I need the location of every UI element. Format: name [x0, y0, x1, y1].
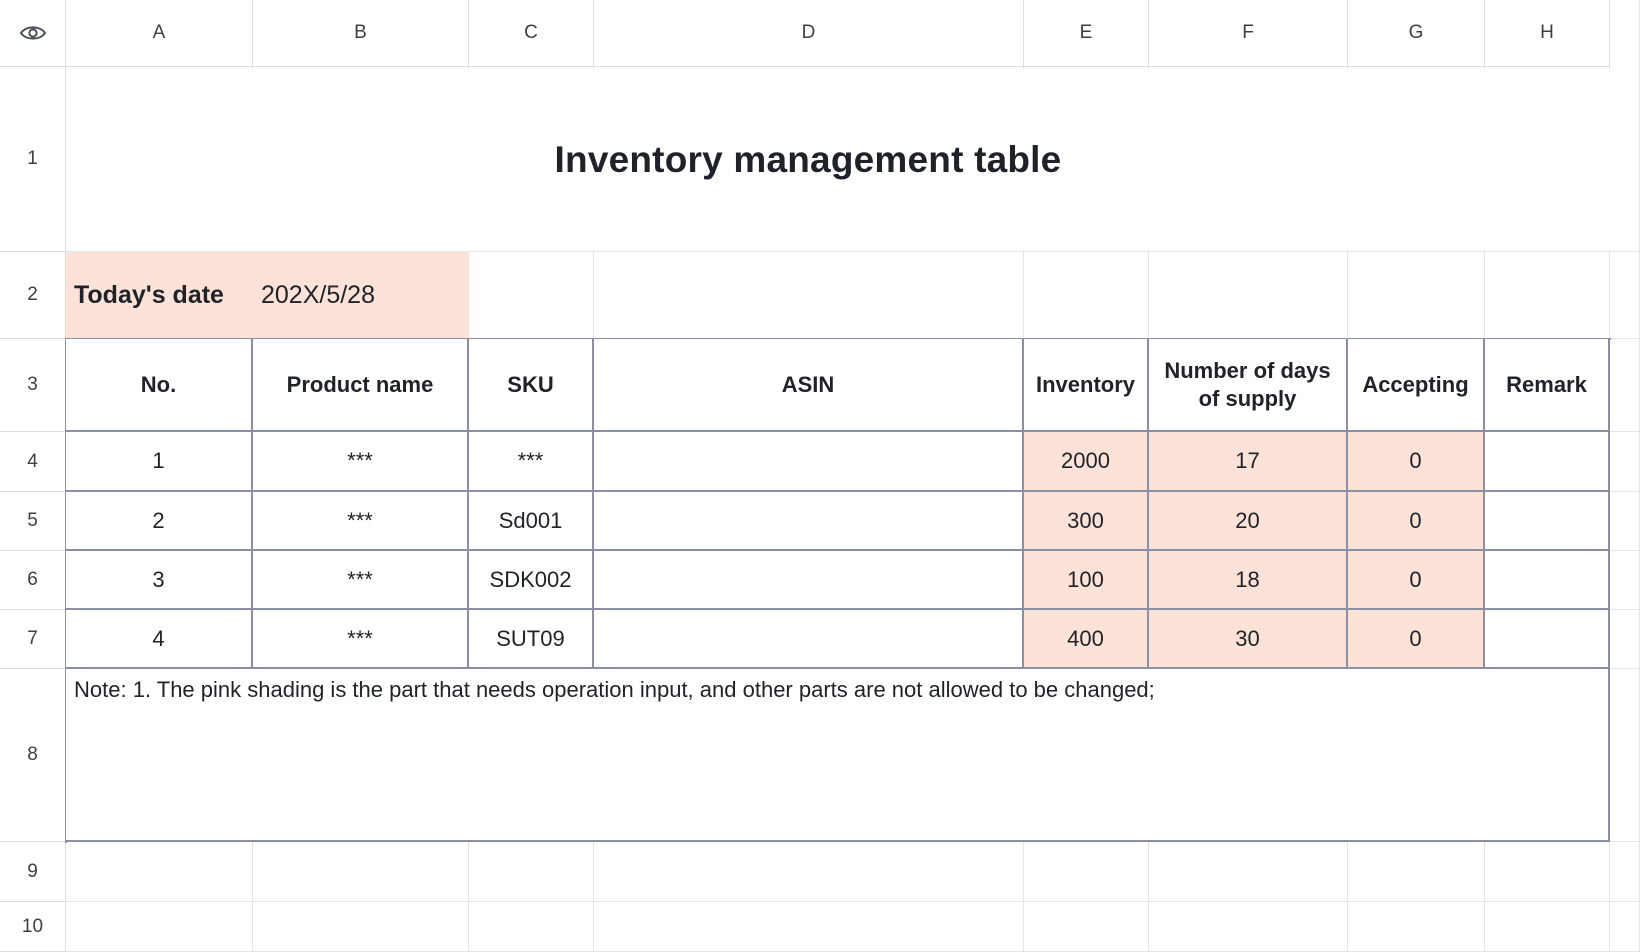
- select-all-corner[interactable]: [0, 0, 66, 67]
- row-header-8[interactable]: 8: [0, 669, 66, 842]
- cell-accepting[interactable]: 0: [1348, 432, 1485, 492]
- cell-no[interactable]: 1: [66, 432, 253, 492]
- sheet-title[interactable]: Inventory management table: [66, 69, 1610, 251]
- cell-inventory[interactable]: 400: [1024, 610, 1149, 669]
- empty-cell[interactable]: [469, 902, 593, 951]
- header-no[interactable]: No.: [66, 339, 253, 432]
- header-product-name[interactable]: Product name: [253, 339, 469, 432]
- cell-product-name[interactable]: ***: [253, 610, 469, 669]
- cell-no[interactable]: 4: [66, 610, 253, 669]
- cell-remark[interactable]: [1485, 610, 1610, 669]
- row-header-6[interactable]: 6: [0, 551, 66, 610]
- cell-sku[interactable]: SUT09: [469, 610, 594, 669]
- cell-days-of-supply[interactable]: 17: [1149, 432, 1348, 492]
- eye-icon[interactable]: [19, 24, 47, 42]
- cell-accepting[interactable]: 0: [1348, 551, 1485, 610]
- row-header-1[interactable]: 1: [0, 67, 66, 252]
- cell-inventory[interactable]: 300: [1024, 492, 1149, 551]
- cell-sku[interactable]: SDK002: [469, 551, 594, 610]
- cell-product-name[interactable]: ***: [253, 492, 469, 551]
- row-header-10[interactable]: 10: [0, 902, 66, 952]
- empty-cell[interactable]: [66, 902, 252, 951]
- cell-accepting[interactable]: 0: [1348, 492, 1485, 551]
- empty-cell[interactable]: [1348, 902, 1484, 951]
- row-header-4[interactable]: 4: [0, 432, 66, 492]
- column-header-a[interactable]: A: [66, 0, 253, 67]
- empty-cell[interactable]: [1024, 902, 1148, 951]
- header-asin[interactable]: ASIN: [594, 339, 1024, 432]
- empty-cell[interactable]: [66, 842, 252, 901]
- cell-product-name[interactable]: ***: [253, 551, 469, 610]
- header-inventory[interactable]: Inventory: [1024, 339, 1149, 432]
- header-remark[interactable]: Remark: [1485, 339, 1610, 432]
- column-header-d[interactable]: D: [594, 0, 1024, 67]
- todays-date-label[interactable]: Today's date: [66, 252, 253, 339]
- empty-cell[interactable]: [1348, 842, 1484, 901]
- cell-days-of-supply[interactable]: 30: [1149, 610, 1348, 669]
- cell-no[interactable]: 3: [66, 551, 253, 610]
- column-header-b[interactable]: B: [253, 0, 469, 67]
- header-accepting[interactable]: Accepting: [1348, 339, 1485, 432]
- column-header-h[interactable]: H: [1485, 0, 1610, 67]
- cell-days-of-supply[interactable]: 18: [1149, 551, 1348, 610]
- row-header-3[interactable]: 3: [0, 339, 66, 432]
- cell-sku[interactable]: Sd001: [469, 492, 594, 551]
- cell-asin[interactable]: [594, 432, 1024, 492]
- todays-date-value[interactable]: 202X/5/28: [253, 252, 469, 339]
- cell-sku[interactable]: ***: [469, 432, 594, 492]
- cell-asin[interactable]: [594, 551, 1024, 610]
- empty-cell[interactable]: [253, 842, 468, 901]
- cell-inventory[interactable]: 2000: [1024, 432, 1149, 492]
- column-header-f[interactable]: F: [1149, 0, 1348, 67]
- cell-accepting[interactable]: 0: [1348, 610, 1485, 669]
- row-header-7[interactable]: 7: [0, 610, 66, 669]
- empty-cell[interactable]: [594, 842, 1023, 901]
- empty-cell[interactable]: [1485, 902, 1609, 951]
- header-days-of-supply[interactable]: Number of days of supply: [1149, 339, 1348, 432]
- column-header-e[interactable]: E: [1024, 0, 1149, 67]
- empty-cell[interactable]: [1024, 842, 1148, 901]
- cell-remark[interactable]: [1485, 492, 1610, 551]
- cell-days-of-supply[interactable]: 20: [1149, 492, 1348, 551]
- cell-remark[interactable]: [1485, 432, 1610, 492]
- cell-asin[interactable]: [594, 610, 1024, 669]
- empty-cell[interactable]: [594, 902, 1023, 951]
- empty-cell[interactable]: [253, 902, 468, 951]
- row-header-5[interactable]: 5: [0, 492, 66, 551]
- note-cell[interactable]: Note: 1. The pink shading is the part that needs operation input, and other parts are not allowed to be changed;: [66, 669, 1610, 842]
- row-header-2[interactable]: 2: [0, 252, 66, 339]
- empty-cell[interactable]: [1485, 842, 1609, 901]
- empty-cell[interactable]: [1149, 842, 1347, 901]
- cell-product-name[interactable]: ***: [253, 432, 469, 492]
- empty-cell[interactable]: [469, 842, 593, 901]
- row-header-9[interactable]: 9: [0, 842, 66, 902]
- column-header-c[interactable]: C: [469, 0, 594, 67]
- header-sku[interactable]: SKU: [469, 339, 594, 432]
- column-header-g[interactable]: G: [1348, 0, 1485, 67]
- empty-cell[interactable]: [1149, 902, 1347, 951]
- cell-inventory[interactable]: 100: [1024, 551, 1149, 610]
- cell-remark[interactable]: [1485, 551, 1610, 610]
- cell-asin[interactable]: [594, 492, 1024, 551]
- cell-no[interactable]: 2: [66, 492, 253, 551]
